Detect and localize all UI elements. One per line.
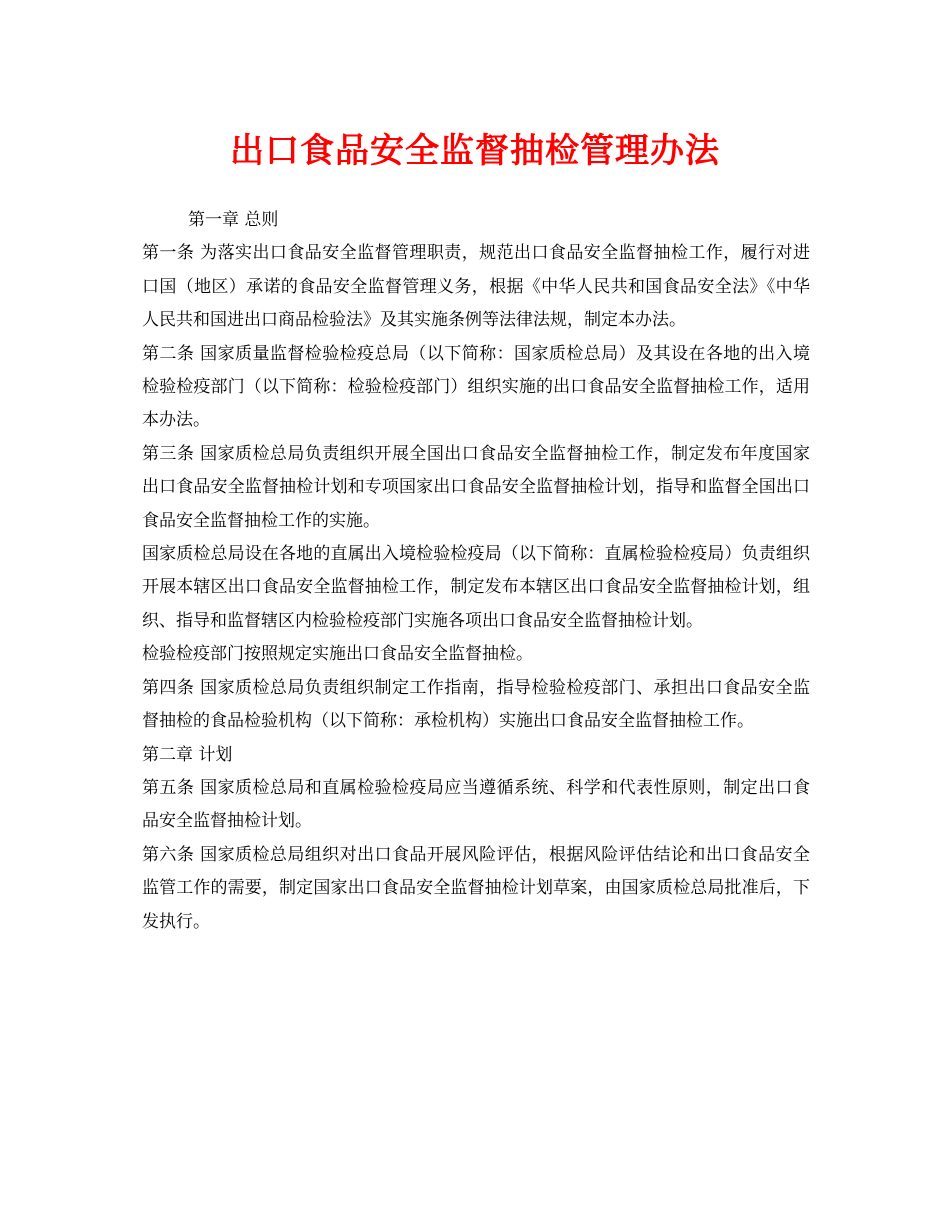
article-3: 第三条 国家质检总局负责组织开展全国出口食品安全监督抽检工作，制定发布年度国家出口食品安全监督抽检计划和专项国家出口食品安全监督抽检计划，指导和监督全国出口食品安全监督抽检工作的实施。: [142, 443, 810, 531]
article-4: 第四条 国家质检总局负责组织制定工作指南，指导检验检疫部门、承担出口食品安全监督抽检的食品检验机构（以下简称：承检机构）实施出口食品安全监督抽检工作。: [142, 677, 810, 732]
article-6: 第六条 国家质检总局组织对出口食品开展风险评估，根据风险评估结论和出口食品安全监管工作的需要，制定国家出口食品安全监督抽检计划草案，由国家质检总局批准后，下发执行。: [142, 844, 810, 932]
chapter-heading-1: 第一章 总则: [188, 210, 279, 230]
chapter-heading-2: 第二章 计划: [142, 744, 233, 765]
article-3-paragraph-3: 检验检疫部门按照规定实施出口食品安全监督抽检。: [142, 644, 533, 665]
article-5: 第五条 国家质检总局和直属检验检疫局应当遵循系统、科学和代表性原则，制定出口食品安全监督抽检计划。: [142, 777, 810, 832]
article-2: 第二条 国家质量监督检验检疫总局（以下简称：国家质检总局）及其设在各地的出入境检验检疫部门（以下简称：检验检疫部门）组织实施的出口食品安全监督抽检工作，适用本办法。: [142, 343, 810, 431]
article-1: 第一条 为落实出口食品安全监督管理职责，规范出口食品安全监督抽检工作，履行对进口国（地区）承诺的食品安全监督管理义务，根据《中华人民共和国食品安全法》《中华人民共和国进出口商品检验法》及其实施条例等法律法规，制定本办法。: [142, 243, 810, 331]
article-3-paragraph-2: 国家质检总局设在各地的直属出入境检验检疫局（以下简称：直属检验检疫局）负责组织开展本辖区出口食品安全监督抽检工作，制定发布本辖区出口食品安全监督抽检计划，组织、指导和监督辖区内检验检疫部门实施各项出口食品安全监督抽检计划。: [142, 544, 810, 631]
document-title: 出口食品安全监督抽检管理办法: [230, 131, 720, 171]
document-body: [142, 204, 810, 939]
